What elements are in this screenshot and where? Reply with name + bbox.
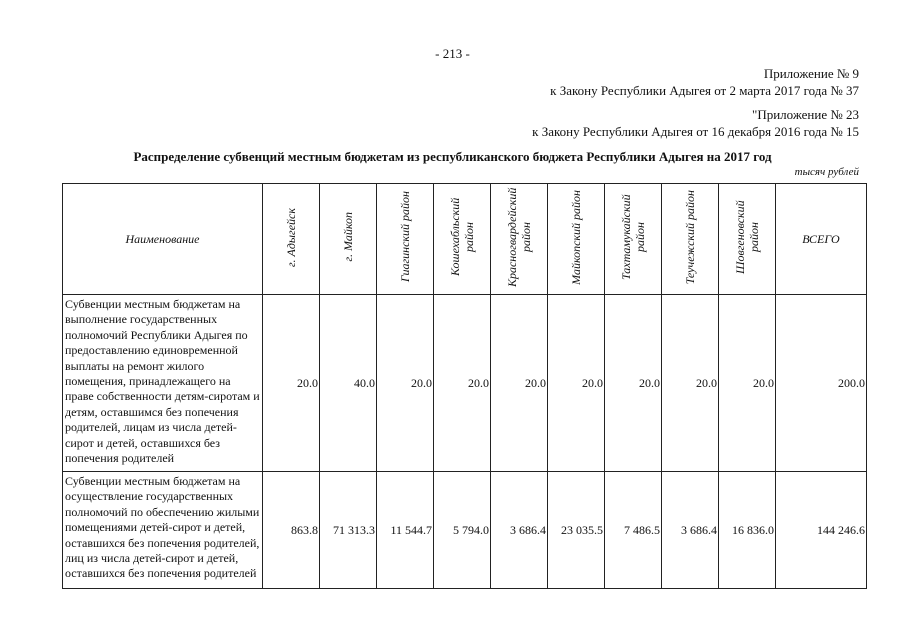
row-total: 200.0 (776, 295, 867, 472)
annex-line-1: Приложение № 9 (763, 66, 859, 81)
row-value: 20.0 (377, 295, 434, 472)
row-name: Субвенции местным бюджетам на выполнение государственных полномочий Республики Адыгея по предоставлению единовременной выплаты на ремонт жилого помещения, принадлежащего на праве собственности детям-сиротам и детям, оставшимся без попечения родителей, лицам из числа детей-сирот и детей, оставшихся без попечения родителей (63, 295, 263, 472)
column-header: Гиагинский район (377, 184, 434, 295)
row-value: 3 686.4 (662, 472, 719, 589)
document-title: Распределение субвенций местным бюджетам из республиканского бюджета Республики Адыгея на 2017 год (133, 149, 772, 164)
row-value: 20.0 (662, 295, 719, 472)
header-row (63, 184, 867, 295)
row-value: 20.0 (491, 295, 548, 472)
row-value: 20.0 (434, 295, 491, 472)
annex-line-2: к Закону Республики Адыгея от 2 марта 2017 года № 37 (550, 83, 859, 98)
row-value: 11 544.7 (377, 472, 434, 589)
units-label: тысяч рублей (794, 166, 859, 178)
table-row (63, 472, 867, 589)
column-header: Майкопский район (548, 184, 605, 295)
subsidy-table (62, 183, 867, 589)
row-value: 7 486.5 (605, 472, 662, 589)
annex-line-4: к Закону Республики Адыгея от 16 декабря 2016 года № 15 (532, 124, 859, 139)
row-value: 20.0 (605, 295, 662, 472)
row-value: 20.0 (548, 295, 605, 472)
row-value: 20.0 (263, 295, 320, 472)
column-header: Красногвардейский район (491, 184, 548, 295)
column-header: Шовгеновский район (719, 184, 776, 295)
row-value: 23 035.5 (548, 472, 605, 589)
column-header: Теучежский район (662, 184, 719, 295)
row-value: 863.8 (263, 472, 320, 589)
column-header: Кошехабльский район (434, 184, 491, 295)
row-name: Субвенции местным бюджетам на осуществление государственных полномочий по обеспечению жилыми помещениями детей-сирот и детей, оставшихся без попечения родителей, лиц из числа детей-сирот и детей, оставшихся без попечения родителей (63, 472, 263, 589)
row-value: 20.0 (719, 295, 776, 472)
row-total: 144 246.6 (776, 472, 867, 589)
annex-line-3: "Приложение № 23 (752, 107, 859, 122)
total-column-header: ВСЕГО (776, 184, 867, 295)
column-header: г. Майкоп (320, 184, 377, 295)
column-header: Тахтамукайский район (605, 184, 662, 295)
table-row (63, 295, 867, 472)
page-number: - 213 - (435, 46, 470, 61)
name-column-header: Наименование (63, 184, 263, 295)
row-value: 71 313.3 (320, 472, 377, 589)
column-header: г. Адыгейск (263, 184, 320, 295)
row-value: 5 794.0 (434, 472, 491, 589)
row-value: 3 686.4 (491, 472, 548, 589)
row-value: 16 836.0 (719, 472, 776, 589)
row-value: 40.0 (320, 295, 377, 472)
